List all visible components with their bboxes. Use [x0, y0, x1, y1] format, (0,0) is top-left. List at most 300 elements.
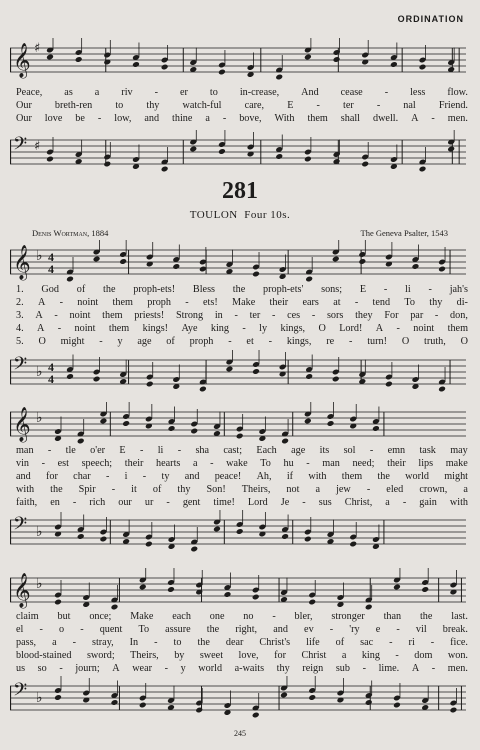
lyric-syllable: not [286, 484, 300, 495]
lyric-syllable: claim [16, 611, 39, 622]
lyric-syllable: sons; [321, 284, 343, 295]
author-credit: Denis Wortman, 1884 [32, 228, 109, 238]
lyric-syllable: stray, [91, 637, 114, 648]
lyric-syllable: A [375, 323, 384, 334]
lyric-syllable: Lord [247, 497, 268, 508]
lyric-syllable: its [319, 445, 330, 456]
lyric-syllable: at [333, 297, 341, 308]
staff-svg [10, 568, 466, 616]
note-head [332, 376, 340, 383]
lyric-syllable: Bless [192, 284, 215, 295]
lyric-syllable: peace! [214, 471, 242, 482]
lyric-syllable: 2. [16, 297, 24, 308]
lyric-syllable: their [387, 458, 406, 469]
lyric-syllable: - [311, 310, 316, 321]
bass-clef-icon: 𝄢 [13, 134, 28, 159]
lyric-syllable: 1. [16, 284, 24, 295]
note-head [93, 256, 101, 263]
lyric-syllable: to [209, 87, 218, 98]
lyric-syllable: - [396, 624, 400, 635]
lyric-syllable: breth-ren [54, 100, 93, 111]
note-head [333, 56, 341, 63]
lyric-syllable: e [375, 624, 381, 635]
lyric-syllable: - [396, 323, 400, 334]
flat-key-signature-icon: ♭ [36, 248, 43, 264]
lyric-syllable: so [37, 663, 47, 674]
staff-svg [10, 510, 466, 558]
system2-bass-staff [10, 510, 466, 558]
lyric-syllable: thy [177, 484, 191, 495]
note-head [275, 153, 283, 160]
lyric-syllable: noint [74, 323, 96, 334]
top-lyrics [16, 86, 468, 125]
lyric-syllable: reign [302, 663, 324, 674]
lyric-syllable: proph [147, 297, 171, 308]
lyric-syllable: noint [77, 297, 99, 308]
staff-svg [10, 350, 466, 398]
lyric-syllable: Strong [175, 310, 204, 321]
lyric-syllable: lime. [378, 663, 400, 674]
lyric-syllable: in-crease, [239, 87, 280, 98]
lyric-syllable: and [16, 471, 31, 482]
lyric-syllable: est [57, 458, 69, 469]
lyric-syllable: them [447, 323, 468, 334]
lyric-syllable: - [354, 297, 359, 308]
lyric-line [16, 309, 468, 322]
note-head [390, 61, 398, 68]
lyric-syllable: ces [287, 310, 301, 321]
lyric-syllable: - [166, 497, 170, 508]
lyric-syllable: a [385, 497, 390, 508]
flat-key-signature-icon: ♭ [36, 524, 43, 540]
lyric-syllable: - [54, 310, 58, 321]
lyric-syllable: flow. [447, 87, 468, 98]
lyric-syllable: break. [442, 624, 468, 635]
note-head [349, 541, 357, 548]
lyric-syllable: el [16, 624, 24, 635]
lyric-syllable: char [73, 471, 91, 482]
lyric-syllable: riv [121, 87, 133, 98]
lyric-syllable: wear [132, 663, 152, 674]
lyric-syllable: dear [225, 637, 244, 648]
lyric-syllable: - [395, 650, 399, 661]
lyric-syllable: i [124, 471, 128, 482]
lyric-syllable: Friend. [438, 100, 468, 111]
lyric-syllable: love, [238, 650, 259, 661]
note-head [139, 584, 147, 591]
lyric-syllable: - [366, 484, 371, 495]
lyric-syllable: li [405, 284, 411, 295]
note-head [99, 536, 107, 543]
lyric-syllable: them [112, 297, 133, 308]
lyric-syllable: crown, [419, 484, 448, 495]
lyric-syllable: - [402, 497, 407, 508]
meter: Four 10s. [244, 209, 291, 221]
lyric-syllable: - [272, 611, 276, 622]
lyric-syllable: sors [326, 310, 344, 321]
lyric-syllable: might [60, 336, 85, 347]
lyric-syllable: ter [342, 100, 354, 111]
lyric-syllable: Lord! [339, 323, 363, 334]
lyric-syllable: ev [304, 624, 314, 635]
lyric-syllable: - [234, 310, 238, 321]
lyric-syllable: Our [16, 100, 32, 111]
note-head [450, 707, 458, 714]
lyric-syllable: the [377, 471, 390, 482]
lyric-syllable: - [39, 624, 43, 635]
lyric-syllable: - [389, 637, 393, 648]
lyric-syllable: Aye [181, 323, 198, 334]
lyric-syllable: E [287, 100, 294, 111]
lyric-syllable: and [273, 624, 288, 635]
time-signature: 4 [48, 262, 54, 276]
lyric-syllable: need; [352, 458, 375, 469]
note-head [361, 161, 369, 168]
note-head [236, 433, 244, 440]
lyric-syllable: - [142, 471, 147, 482]
lyric-syllable: king [361, 650, 380, 661]
treble-clef-icon: 𝄞 [13, 573, 31, 608]
lyric-syllable: Christ, [344, 497, 373, 508]
system1-bass-staff [10, 350, 466, 398]
note-head [226, 366, 234, 373]
note-head [77, 533, 85, 540]
lyric-syllable: with [449, 497, 468, 508]
lyric-syllable: God [41, 284, 59, 295]
top-treble-staff [10, 38, 466, 86]
lyric-syllable: their [124, 458, 144, 469]
lyric-syllable: right, [235, 624, 258, 635]
note-head [252, 368, 260, 375]
lyric-syllable: 5. [16, 336, 24, 347]
lyric-syllable: love [44, 113, 63, 124]
lyric-syllable: but [57, 611, 71, 622]
lyric-syllable: ly [259, 323, 268, 334]
lyric-syllable: jew [336, 484, 351, 495]
lyric-syllable: - [164, 663, 168, 674]
lyric-syllable: - [59, 297, 63, 308]
lyric-syllable: - [99, 336, 103, 347]
system2-lyrics [16, 444, 468, 509]
lyric-syllable: of [152, 484, 162, 495]
lyric-syllable: their [269, 297, 289, 308]
lyric-syllable: sweet [199, 650, 224, 661]
lyric-syllable: time! [213, 497, 235, 508]
lyric-syllable: Christ's [259, 637, 291, 648]
lyric-syllable: - [72, 497, 77, 508]
lyric-syllable: A [112, 663, 120, 674]
lyric-syllable: - [316, 100, 320, 111]
bass-clef-icon: 𝄢 [13, 680, 28, 705]
lyric-syllable: as [64, 87, 73, 98]
note-head [281, 533, 289, 540]
note-head [305, 276, 313, 283]
lyric-syllable: A [37, 323, 45, 334]
lyric-syllable: - [384, 87, 389, 98]
lyric-syllable: A [37, 297, 46, 308]
lyric-syllable: o [58, 624, 65, 635]
lyric-syllable: dom [414, 650, 433, 661]
lyric-syllable: - [47, 445, 52, 456]
lyric-syllable: cast; [223, 445, 243, 456]
music-source-credit: The Geneva Psalter, 1543 [360, 228, 448, 238]
lyric-syllable: they [355, 310, 373, 321]
lyric-syllable: sword; [86, 650, 115, 661]
lyric-syllable: in [214, 310, 223, 321]
lyric-syllable: watch-ful [182, 100, 222, 111]
bass-clef-icon: 𝄢 [13, 354, 28, 379]
lyric-syllable: for [46, 471, 58, 482]
lyric-syllable: jah's [449, 284, 468, 295]
lyric-line [16, 457, 468, 470]
note-head [393, 584, 401, 591]
tune-line [0, 209, 480, 221]
lyric-syllable: O [460, 336, 468, 347]
lyric-syllable: - [154, 87, 159, 98]
lyric-syllable: a [192, 458, 198, 469]
lyric-syllable: to [173, 637, 182, 648]
lyric-line [16, 623, 468, 636]
note-head [438, 266, 446, 273]
sharp-key-signature-icon: ♯ [34, 41, 41, 56]
note-head [103, 161, 111, 168]
lyric-syllable: nal [403, 100, 416, 111]
lyric-syllable: men. [447, 113, 468, 124]
note-head [224, 591, 232, 598]
note-head [161, 64, 169, 71]
note-head [122, 420, 130, 427]
note-head [372, 425, 380, 432]
note-head [46, 54, 54, 61]
lyric-syllable: emn [387, 445, 406, 456]
lyric-syllable: wake [226, 458, 248, 469]
lyric-syllable: dwell. [372, 113, 399, 124]
note-head [139, 702, 147, 709]
note-head [132, 61, 140, 68]
lyric-syllable: - [431, 113, 435, 124]
lyric-syllable: proph-ets! [133, 284, 176, 295]
lyric-line [16, 283, 468, 296]
lyric-syllable: E [359, 284, 367, 295]
lyric-syllable: noint [413, 323, 435, 334]
lyric-syllable: To [138, 624, 150, 635]
lyric-syllable: less [410, 87, 426, 98]
lyric-syllable: speech; [81, 458, 113, 469]
note-head [438, 386, 446, 393]
lyric-syllable: them [102, 310, 123, 321]
lyric-syllable: - [105, 471, 110, 482]
note-head [167, 586, 175, 593]
lyric-syllable: O [38, 336, 46, 347]
note-head [308, 599, 316, 606]
lyric-syllable: kings, [286, 336, 312, 347]
lyric-syllable: lips [418, 458, 434, 469]
note-head [75, 56, 83, 63]
lyric-syllable: last. [451, 611, 468, 622]
system3-lyrics [16, 610, 468, 675]
lyric-syllable: li [157, 445, 164, 456]
note-head [213, 526, 221, 533]
lyric-line [16, 99, 468, 112]
lyric-syllable: - [383, 284, 388, 295]
top-bass-staff [10, 130, 466, 178]
lyric-syllable: ty [161, 471, 170, 482]
lyric-syllable: faith, [16, 497, 38, 508]
lyric-syllable: - [272, 310, 276, 321]
lyric-syllable: Je [280, 497, 290, 508]
lyric-syllable: And [301, 87, 319, 98]
system2-treble-staff [10, 402, 466, 450]
lyric-syllable: and [184, 471, 200, 482]
lyric-syllable: age [291, 445, 306, 456]
note-head [252, 271, 260, 278]
note-head [308, 694, 316, 701]
lyric-syllable: - [57, 323, 62, 334]
lyric-syllable: thy [276, 663, 290, 674]
lyric-syllable: - [80, 624, 84, 635]
lyric-syllable: A [411, 113, 419, 124]
lyric-line [16, 483, 468, 496]
note-head [305, 373, 313, 380]
lyric-syllable: men. [447, 663, 468, 674]
lyric-syllable: sol [343, 445, 356, 456]
bass-clef-icon: 𝄢 [13, 514, 28, 539]
lyric-line [16, 636, 468, 649]
lyric-syllable: truth, [424, 336, 446, 347]
lyric-syllable: Theirs, [130, 650, 159, 661]
lyric-syllable: - [348, 336, 353, 347]
lyric-line [16, 444, 468, 457]
lyric-syllable: thy [146, 100, 160, 111]
lyric-syllable: o'er [90, 445, 106, 456]
lyric-syllable: hearts [156, 458, 181, 469]
lyric-syllable: a [94, 87, 100, 98]
lyric-syllable: our [118, 497, 132, 508]
lyric-syllable: journ; [75, 663, 100, 674]
note-head [145, 541, 153, 548]
section-header: ORDINATION [397, 14, 464, 24]
lyric-syllable: Make [130, 611, 154, 622]
lyric-syllable: - [41, 458, 46, 469]
lyric-syllable: of [166, 336, 175, 347]
lyric-syllable: life [306, 637, 320, 648]
lyric-syllable: them [341, 471, 363, 482]
lyric-syllable: par [410, 310, 424, 321]
lyric-syllable: In [129, 637, 139, 648]
note-head [146, 381, 154, 388]
lyric-syllable: sha [195, 445, 210, 456]
lyric-syllable: - [369, 445, 374, 456]
note-head [161, 166, 169, 173]
lyric-syllable: - [362, 663, 366, 674]
lyric-syllable: To [260, 458, 271, 469]
lyric-syllable: gent [182, 497, 201, 508]
lyric-syllable: might [444, 471, 468, 482]
lyric-syllable: proph [189, 336, 214, 347]
lyric-syllable: Theirs, [241, 484, 271, 495]
hymn-number: 281 [222, 178, 258, 204]
lyric-syllable: Our [16, 113, 32, 124]
lyric-syllable: bler, [294, 611, 313, 622]
lyric-syllable: each [172, 611, 191, 622]
lyric-syllable: - [302, 497, 306, 508]
note-head [365, 699, 373, 706]
note-head [252, 594, 260, 601]
note-head [393, 702, 401, 709]
note-head [111, 699, 119, 706]
lyric-syllable: - [329, 624, 334, 635]
time-signature: 4 [48, 372, 54, 386]
lyric-syllable: ears [302, 297, 319, 308]
lyric-line [16, 496, 468, 509]
flat-key-signature-icon: ♭ [36, 410, 43, 426]
treble-clef-icon: 𝄞 [13, 245, 31, 280]
lyric-syllable: ur [144, 497, 154, 508]
lyric-line [16, 296, 468, 309]
note-head [385, 381, 393, 388]
note-head [421, 586, 429, 593]
treble-clef-icon: 𝄞 [13, 43, 31, 78]
staff-svg [10, 38, 466, 86]
system1-lyrics [16, 283, 468, 348]
lyric-syllable: eled [386, 484, 404, 495]
note-head [190, 428, 198, 435]
lyric-syllable: O [401, 336, 410, 347]
lyric-syllable: - [430, 637, 435, 648]
note-head [172, 263, 180, 270]
tune-name: TOULON [189, 209, 238, 221]
lyric-syllable: Ah, [256, 471, 272, 482]
note-head [218, 69, 226, 76]
lyric-line [16, 610, 468, 623]
lyric-syllable: bove, [239, 113, 262, 124]
lyric-syllable: A [411, 663, 420, 674]
flat-key-signature-icon: ♭ [36, 690, 43, 706]
lyric-syllable: a [315, 484, 321, 495]
lyric-syllable: once; [89, 611, 112, 622]
staff-svg [10, 676, 466, 724]
lyric-syllable: and [144, 113, 160, 124]
lyric-syllable: - [242, 323, 246, 334]
lyric-syllable: the [232, 284, 246, 295]
lyric-syllable: - [139, 445, 144, 456]
lyric-syllable: Christ [301, 650, 327, 661]
staff-svg [10, 240, 466, 288]
lyric-line [16, 86, 468, 99]
treble-clef-icon: 𝄞 [13, 407, 31, 442]
lyric-syllable: sub [335, 663, 350, 674]
lyric-syllable: y [180, 663, 186, 674]
lyric-syllable: of [335, 637, 345, 648]
lyric-syllable: 4. [16, 323, 24, 334]
lyric-syllable: shall [340, 113, 361, 124]
lyric-syllable: thine [172, 113, 193, 124]
lyric-syllable: blood-stained [16, 650, 72, 661]
lyric-syllable: turn! [367, 336, 388, 347]
lyric-syllable: make [445, 458, 468, 469]
system1-treble-staff [10, 240, 466, 288]
lyric-syllable: Spir [78, 484, 96, 495]
lyric-syllable: proph-ets' [263, 284, 304, 295]
note-head [119, 258, 127, 265]
lyric-syllable: the [197, 637, 210, 648]
note-head [93, 376, 101, 383]
lyric-syllable: be [75, 113, 85, 124]
note-head [236, 528, 244, 535]
lyric-syllable: With [274, 113, 295, 124]
lyric-syllable: - [154, 637, 158, 648]
note-head [218, 148, 226, 155]
